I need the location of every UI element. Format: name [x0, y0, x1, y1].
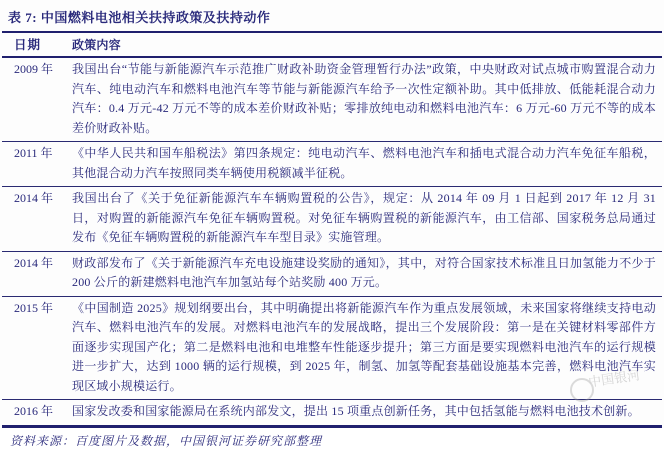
table-header: [2, 33, 662, 58]
row-year: 2014 年: [14, 255, 54, 270]
row-content: 《中华人民共和国车船税法》第四条规定：纯电动汽车、燃料电池汽车和插电式混合动力汽车免征车船税，其他混合动力汽车按照同类车辆使用税额减半征税。: [72, 146, 656, 180]
header-date: 日期: [14, 38, 42, 52]
row-year: 2015 年: [14, 300, 54, 315]
row-year: 2014 年: [14, 191, 54, 205]
row-year: 2011 年: [14, 146, 53, 160]
table-row: [2, 142, 662, 187]
row-content: 我国出台了《关于免征新能源汽车车辆购置税的公告》，规定：从 2014 年 09 月 1 日起到 2017 年 12 月 31 日，对购置的新能源汽车免征车辆购置税。对免征车辆购置税的新能源汽车，由工信部、国家税务总局通过发布《免征车辆购置税的新能源汽车车型目录》实施管理。: [72, 191, 656, 244]
header-content: 政策内容: [72, 38, 121, 52]
row-content: 国家发改委和国家能源局在系统内部发文，提出 15 项重点创新任务，其中包括氢能与燃料电池技术创新。: [72, 404, 640, 418]
source-note: 资料来源：百度图片及数据，中国银河证券研究部整理: [10, 433, 323, 448]
row-content: 《中国制造 2025》规划纲要出台，其中明确提出将新能源汽车作为重点发展领域，未来国家将继续支持电动汽车、燃料电池汽车的发展。对燃料电池汽车的发展战略，提出三个发展阶段：第一是在关键材料零部件方面逐步实现国产化；第二是燃料电池和电堆整车性能逐步提升；第三方面是要实现燃料电池汽车的运行规模进一步扩大，达到 1000 辆的运行规模，到 2025 年，制氢、加氢等配套基础设施基本完善，燃料电池汽车实现区域小规模运行。: [72, 300, 656, 393]
row-content: 财政部发布了《关于新能源汽车充电设施建设奖励的通知》，其中，对符合国家技术标准且日加氢能力不少于 200 公斤的新建燃料电池汽车加氢站每个站奖励 400 万元。: [72, 255, 656, 289]
table-row: [2, 400, 662, 425]
table-title: 表 7: 中国燃料电池相关扶持政策及扶持动作: [8, 10, 271, 25]
table-row: [2, 252, 662, 297]
table-row: [2, 187, 662, 252]
row-year: 2016 年: [14, 404, 54, 418]
table-row: [2, 58, 662, 142]
row-content: 我国出台“节能与新能源汽车示范推广财政补助资金管理暂行办法”政策，中央财政对试点城市购置混合动力汽车、纯电动汽车和燃料电池汽车等节能与新能源汽车给予一次性定额补助。其中低排放、低能耗混合动力汽车：0.4 万元-42 万元不等的成本差价财政补贴；零排放纯电动和燃料电池汽车：6 万元-60 万元不等的成本差价财政补贴。: [72, 62, 656, 135]
table-row: [2, 297, 662, 401]
watermark-text: 中国银河: [587, 367, 641, 390]
table-body: [2, 58, 662, 425]
row-year: 2009 年: [14, 62, 54, 76]
